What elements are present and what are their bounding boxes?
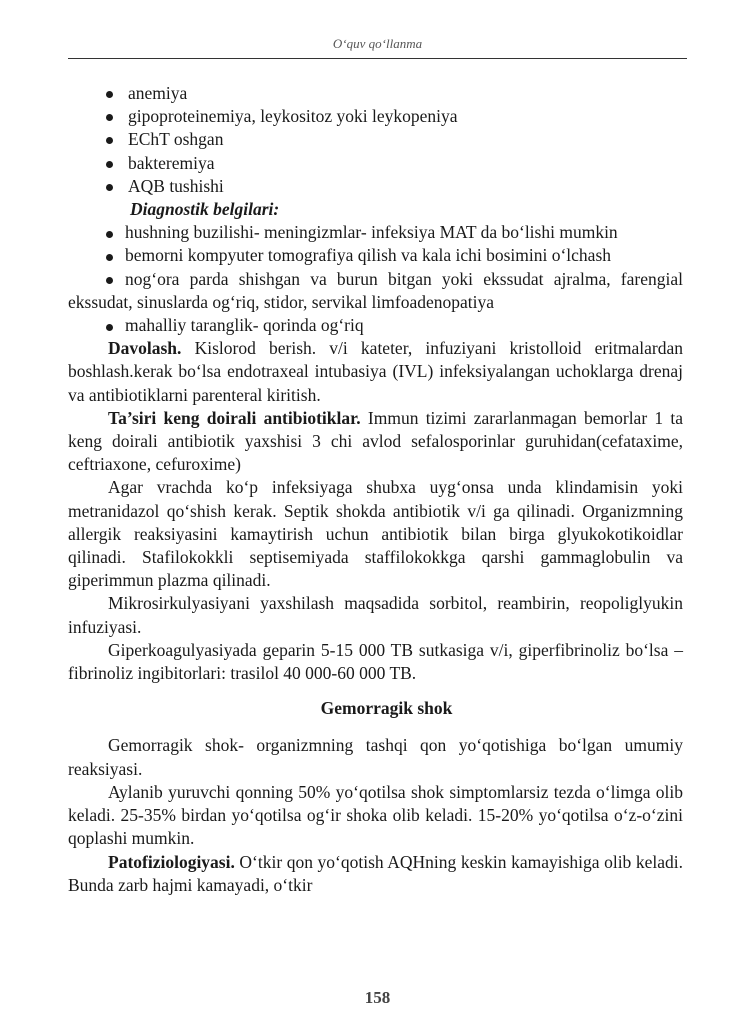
bullet-icon	[106, 184, 113, 191]
body-paragraph: Gemorragik shok- organizmning tashqi qon yo‘qotishiga bo‘lgan umumiy reaksiyasi.	[68, 735, 683, 779]
body-paragraph: Agar vrachda ko‘p infeksiyaga shubxa uyg‘onsa unda klindamisin yoki metranidazol qo‘shish kerak. Septik shokda antibiotik v/i ga qilinadi. Organizmning allergik reaksiyasini kamaytirish uchun antibiotik bilan birga glyukokotikoidlar qilinadi. Stafilokokkli septisemiyada staffilokokkga qarshi gammaglobulin va giperimmun plazma qilinadi.	[68, 477, 683, 591]
list-item: AQB tushishi	[90, 175, 683, 198]
body-paragraph: Aylanib yuruvchi qonning 50% yo‘qotilsa shok simptomlarsiz tezda o‘limga olib keladi. 25-35% birdan yo‘qotilsa og‘ir shoka olib keladi. 15-20% yo‘qotilsa o‘z-o‘zini qoplashi mumkin.	[68, 781, 683, 849]
bullet-icon	[106, 137, 113, 144]
bullet-icon	[106, 324, 113, 331]
pathophysiology-paragraph: Patofiziologiyasi. O‘tkir qon yo‘qotish AQHning keskin kamayishiga olib keladi. Bunda zarb hajmi kamayadi, o‘tkir	[68, 851, 683, 895]
page-number: 158	[364, 988, 391, 1007]
bullet-icon	[106, 114, 113, 121]
list-item: bakteremiya	[90, 152, 683, 175]
body-paragraph: Mikrosirkulyasiyani yaxshilash maqsadida sorbitol, reambirin, reopoliglyukin infuziyasi.	[68, 593, 683, 637]
list-item: anemiya	[90, 82, 683, 105]
bullet-icon	[106, 277, 113, 284]
antibiotics-label: Ta’siri keng doirali antibiotiklar.	[108, 407, 361, 428]
bullet-icon	[106, 161, 113, 168]
antibiotics-paragraph: Ta’siri keng doirali antibiotiklar. Immun tizimi zararlanmagan bemorlar 1 ta keng doirali antibiotik yaxshisi 3 chi avlod sefalosporinlar guruhidan(cefataxime, ceftriaxone, cefuroxime)	[68, 407, 684, 475]
bullet-icon	[106, 91, 113, 98]
treatment-paragraph: Davolash. Kislorod berish. v/i kateter, infuziyani kristolloid eritmalardan boshlash.kerak bo‘lsa endotraxeal intubasiya (IVL) infeksiyalangan uchoklarga drenaj va antibiotiklarni parenteral kiritish.	[68, 338, 683, 405]
diagnostic-item: hushning buzilishi- meningizmlar- infeksiya MAT da bo‘lishi mumkin	[68, 221, 683, 244]
list-item: EChT oshgan	[90, 128, 683, 151]
bullet-icon	[106, 254, 113, 261]
pathophysiology-label: Patofiziologiyasi.	[108, 851, 235, 872]
running-header: O‘quv qo‘llanma	[332, 36, 423, 51]
diagnostic-item: nog‘ora parda shishgan va burun bitgan yoki ekssudat ajralma, farengial ekssudat, sinuslarda og‘riq, stidor, servikal limfoadenopatiya	[68, 268, 683, 312]
treatment-label: Davolash.	[108, 338, 182, 359]
diagnostic-item: bemorni kompyuter tomografiya qilish va kala ichi bosimini o‘lchash	[68, 244, 683, 267]
diagnostic-heading: Diagnostik belgilari:	[130, 199, 280, 220]
diagnostic-item: mahalliy taranglik- qorinda og‘riq	[68, 314, 683, 337]
header-divider	[68, 58, 687, 59]
body-paragraph: Giperkoagulyasiyada geparin 5-15 000 TB sutkasiga v/i, giperfibrinoliz bo‘lsa – fibrinoliz ingibitorlari: trasilol 40 000-60 000 TB.	[68, 639, 683, 684]
bullet-icon	[106, 231, 113, 238]
symptom-list	[90, 82, 683, 198]
page-body	[68, 82, 684, 897]
section-title: Gemorragik shok	[320, 698, 453, 719]
list-item: gipoproteinemiya, leykositoz yoki leykopeniya	[90, 105, 683, 128]
